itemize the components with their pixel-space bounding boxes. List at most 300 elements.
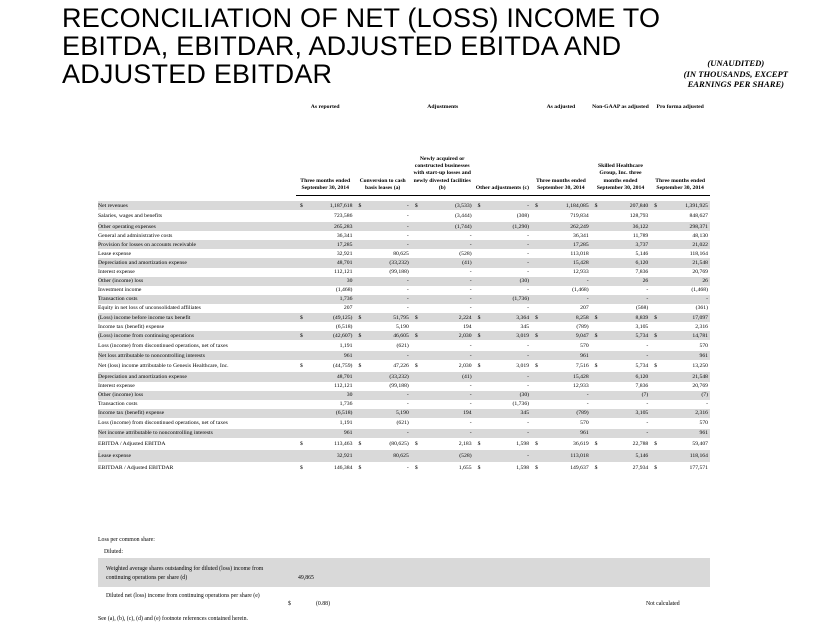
cell-value: 1,655 <box>458 464 472 471</box>
currency-symbol <box>411 249 421 258</box>
currency-symbol: $ <box>474 331 484 340</box>
table-row <box>98 222 710 231</box>
currency-symbol <box>531 210 541 222</box>
subtitle-line: (IN THOUSANDS, EXCEPT <box>683 68 788 79</box>
cell-value: 5,146 <box>635 250 649 257</box>
column-header-row <box>98 118 710 196</box>
cell-value: 1,187,618 <box>306 201 355 210</box>
cell-value: (6,518) <box>306 409 355 418</box>
cell-value: 1,184,085 <box>541 201 591 210</box>
cell-value: (528) <box>420 450 473 462</box>
currency-symbol <box>591 268 601 277</box>
currency-symbol <box>650 249 660 258</box>
table-row <box>98 438 710 450</box>
currency-symbol <box>531 382 541 391</box>
cell-value: (42,607) <box>306 331 355 340</box>
currency-symbol: $ <box>354 313 364 322</box>
currency-symbol <box>531 322 541 331</box>
group-non-gaap: Non-GAAP as adjusted <box>592 103 649 110</box>
cell-value: (49,125) <box>306 313 355 322</box>
table-row <box>98 295 710 304</box>
cell-value: 17,285 <box>541 240 591 249</box>
cell-value: 36,341 <box>336 232 353 239</box>
currency-symbol <box>591 372 601 381</box>
cell-value: 13,250 <box>692 363 708 370</box>
cell-value: 570 <box>699 342 708 349</box>
currency-symbol <box>531 268 541 277</box>
currency-symbol: $ <box>358 440 362 447</box>
cell-value: 59,407 <box>692 440 708 447</box>
currency-symbol <box>474 286 484 295</box>
currency-symbol <box>296 277 306 286</box>
currency-symbol: $ <box>411 331 421 340</box>
cell-value: - <box>527 232 530 239</box>
subtitle-line: EARNINGS PER SHARE) <box>687 79 785 89</box>
currency-symbol <box>354 429 364 438</box>
cell-value: 2,316 <box>660 409 710 418</box>
table-row <box>98 304 710 313</box>
currency-symbol <box>474 400 484 409</box>
cell-value: 1,191 <box>339 342 353 349</box>
row-label: (Loss) income from continuing operations <box>98 331 296 340</box>
currency-symbol <box>650 391 660 400</box>
cell-value: 146,384 <box>333 464 353 471</box>
cell-value: - <box>364 391 411 400</box>
currency-symbol <box>474 351 484 360</box>
currency-symbol <box>474 210 484 222</box>
table-row <box>98 286 710 295</box>
group-adjustments: Adjustments <box>427 103 459 110</box>
currency-symbol <box>650 322 660 331</box>
cell-value: (7) <box>600 391 650 400</box>
currency-symbol: $ <box>591 313 601 322</box>
cell-value: - <box>483 372 531 381</box>
currency-symbol <box>354 231 364 240</box>
cell-value: 2,183 <box>458 440 472 447</box>
cell-value: - <box>406 464 409 471</box>
currency-symbol <box>411 231 421 240</box>
currency-symbol <box>354 340 364 351</box>
row-label: General and administrative costs <box>98 232 173 239</box>
row-label: Net (loss) income attributable to Genesis Healthcare, Inc. <box>98 363 229 370</box>
cell-value: 3,737 <box>600 240 650 249</box>
currency-symbol <box>411 240 421 249</box>
cell-value: 113,018 <box>541 450 591 462</box>
currency-symbol <box>474 295 484 304</box>
cell-value: - <box>364 429 411 438</box>
currency-symbol <box>296 351 306 360</box>
cell-value: - <box>483 351 531 360</box>
cell-value: 1,598 <box>516 464 530 471</box>
currency-symbol: $ <box>535 464 538 471</box>
currency-symbol: $ <box>650 313 660 322</box>
cell-value: - <box>364 201 411 210</box>
currency-symbol: $ <box>594 440 598 447</box>
currency-symbol <box>531 231 541 240</box>
group-header-row <box>98 96 710 118</box>
reconciliation-table <box>98 96 710 474</box>
currency-symbol: $ <box>414 464 418 471</box>
currency-symbol <box>354 382 364 391</box>
table-row <box>98 331 710 340</box>
currency-symbol <box>296 240 306 249</box>
currency-symbol: $ <box>654 440 658 447</box>
cell-value: - <box>469 420 472 427</box>
currency-symbol <box>650 240 660 249</box>
cell-value: - <box>364 295 411 304</box>
table-row <box>98 201 710 210</box>
cell-value: 3,019 <box>516 363 530 370</box>
cell-value: - <box>527 250 530 257</box>
currency-symbol: $ <box>299 363 303 370</box>
currency-symbol <box>591 429 601 438</box>
cell-value: - <box>469 383 472 390</box>
cell-value: 570 <box>580 420 589 427</box>
cell-value: - <box>646 342 649 349</box>
currency-symbol <box>650 409 660 418</box>
cell-value: - <box>600 351 650 360</box>
currency-symbol: $ <box>654 363 658 370</box>
cell-value: - <box>406 213 409 220</box>
cell-value: (99,188) <box>389 383 409 390</box>
currency-symbol <box>296 429 306 438</box>
currency-symbol <box>474 231 484 240</box>
cell-value: 21,022 <box>660 240 710 249</box>
currency-symbol: $ <box>531 331 541 340</box>
cell-value: 2,316 <box>695 323 708 330</box>
cell-value: 113,018 <box>570 250 589 257</box>
cell-value: 961 <box>306 429 355 438</box>
row-label: Lease expense <box>98 250 132 257</box>
cell-value: 8,258 <box>541 313 591 322</box>
currency-symbol <box>591 382 601 391</box>
cell-value: (41) <box>420 258 473 267</box>
cell-value: 194 <box>420 409 473 418</box>
currency-symbol <box>650 295 660 304</box>
cell-value: 5,190 <box>396 323 409 330</box>
cell-value: - <box>541 277 591 286</box>
currency-symbol <box>474 268 484 277</box>
currency-symbol <box>474 418 484 429</box>
cell-value: (3,444) <box>455 213 472 220</box>
subtitle-line: (UNAUDITED) <box>707 58 765 68</box>
cell-value: 36,122 <box>600 222 650 231</box>
cell-value: 36,341 <box>573 232 589 239</box>
table-row <box>98 351 710 360</box>
cell-value: (7) <box>660 391 710 400</box>
currency-symbol: $ <box>358 464 362 471</box>
row-label: Transaction costs <box>98 401 138 408</box>
currency-symbol: $ <box>299 440 303 447</box>
cell-value: 128,793 <box>629 213 649 220</box>
row-label: Other (income) loss <box>98 391 296 400</box>
cell-value: (789) <box>576 323 589 330</box>
cell-value: - <box>483 450 531 462</box>
currency-symbol: $ <box>591 201 601 210</box>
currency-symbol <box>411 340 421 351</box>
cell-value: 3,019 <box>483 331 531 340</box>
currency-symbol <box>354 322 364 331</box>
cell-value: 21,548 <box>660 372 710 381</box>
cell-value: 207 <box>580 305 589 312</box>
cell-value: 177,571 <box>689 464 708 471</box>
cell-value: (621) <box>396 420 409 427</box>
cell-value: - <box>646 420 649 427</box>
currency-symbol: $ <box>474 313 484 322</box>
table-row <box>98 249 710 258</box>
currency-symbol <box>650 429 660 438</box>
cell-value: (30) <box>483 277 531 286</box>
cell-value: 298,371 <box>660 222 710 231</box>
cell-value: 207 <box>343 305 353 312</box>
cell-value: - <box>600 295 650 304</box>
cell-value: (361) <box>695 305 708 312</box>
currency-symbol <box>531 240 541 249</box>
cell-value: 345 <box>520 323 530 330</box>
currency-symbol: $ <box>288 601 291 607</box>
cell-value: 265,283 <box>306 222 355 231</box>
cell-value: 14,781 <box>660 331 710 340</box>
table-row <box>98 268 710 277</box>
cell-value: 32,921 <box>336 250 353 257</box>
currency-symbol <box>474 258 484 267</box>
table-footer <box>98 530 710 625</box>
currency-symbol: $ <box>594 464 598 471</box>
currency-symbol <box>296 210 306 222</box>
currency-symbol: $ <box>296 331 306 340</box>
currency-symbol <box>531 450 541 462</box>
currency-symbol <box>354 249 364 258</box>
currency-symbol <box>474 249 484 258</box>
cell-value: (6,518) <box>335 323 353 330</box>
table-row <box>98 340 710 351</box>
diluted-eps-label: Diluted net (loss) income from continuing operations per share (e) <box>106 593 260 599</box>
currency-symbol <box>296 409 306 418</box>
cell-value: 1,191 <box>339 420 353 427</box>
cell-value: 723,586 <box>333 213 353 220</box>
row-label: Depreciation and amortization expense <box>98 258 296 267</box>
currency-symbol: $ <box>354 331 364 340</box>
currency-symbol <box>411 409 421 418</box>
currency-symbol: $ <box>535 363 538 370</box>
diluted-label: Diluted: <box>104 549 123 555</box>
currency-symbol <box>474 240 484 249</box>
row-label: EBITDA / Adjusted EBITDA <box>98 440 166 447</box>
cell-value: 12,933 <box>573 383 589 390</box>
cell-value: 17,285 <box>306 240 355 249</box>
currency-symbol <box>474 304 484 313</box>
cell-value: 5,734 <box>600 331 650 340</box>
currency-symbol <box>650 450 660 462</box>
cell-value: - <box>469 269 472 276</box>
cell-value: - <box>706 401 708 408</box>
cell-value: - <box>527 383 530 390</box>
currency-symbol <box>354 286 364 295</box>
cell-value: - <box>420 277 473 286</box>
footnote: See (a), (b), (c), (d) and (e) footnote references contained herein. <box>98 616 248 622</box>
currency-symbol: $ <box>650 331 660 340</box>
cell-value: - <box>646 287 649 294</box>
cell-value: 30 <box>306 277 355 286</box>
currency-symbol <box>650 340 660 351</box>
cell-value: - <box>469 232 472 239</box>
group-pro-forma: Pro forma adjusted <box>656 103 704 110</box>
row-label: Other operating expenses <box>98 222 296 231</box>
currency-symbol <box>650 351 660 360</box>
cell-value: - <box>406 401 409 408</box>
currency-symbol <box>411 391 421 400</box>
cell-value: 36,619 <box>573 440 589 447</box>
group-as-reported: As reported <box>310 103 340 110</box>
currency-symbol <box>591 295 601 304</box>
currency-symbol <box>354 391 364 400</box>
currency-symbol <box>296 258 306 267</box>
cell-value: 26 <box>660 277 710 286</box>
cell-value: (621) <box>396 342 409 349</box>
currency-symbol <box>591 286 601 295</box>
currency-symbol <box>591 340 601 351</box>
column-header: Three months ended September 30, 2014 <box>296 118 355 196</box>
currency-symbol: $ <box>535 440 538 447</box>
currency-symbol <box>296 231 306 240</box>
currency-symbol: $ <box>477 440 481 447</box>
row-label: Loss (income) from discontinued operations, net of taxes <box>98 420 228 427</box>
cell-value: (528) <box>459 250 472 257</box>
currency-symbol <box>296 249 306 258</box>
cell-value: 12,933 <box>573 269 589 276</box>
currency-symbol <box>650 258 660 267</box>
currency-symbol <box>354 268 364 277</box>
table-row <box>98 240 710 249</box>
cell-value: (80,625) <box>389 440 409 447</box>
currency-symbol <box>650 382 660 391</box>
cell-value: 118,164 <box>689 250 708 257</box>
cell-value: (1,290) <box>483 222 531 231</box>
page-subtitle <box>684 58 788 90</box>
cell-value: - <box>483 240 531 249</box>
currency-symbol <box>591 450 601 462</box>
currency-symbol <box>296 340 306 351</box>
currency-symbol <box>296 418 306 429</box>
cell-value: 1,736 <box>306 295 355 304</box>
currency-symbol <box>531 304 541 313</box>
cell-value: 30 <box>306 391 355 400</box>
cell-value: - <box>420 240 473 249</box>
currency-symbol <box>296 400 306 409</box>
cell-value: 262,249 <box>541 222 591 231</box>
currency-symbol <box>354 372 364 381</box>
currency-symbol <box>296 391 306 400</box>
currency-symbol <box>411 429 421 438</box>
currency-symbol <box>296 322 306 331</box>
currency-symbol <box>296 450 306 462</box>
table-row <box>98 372 710 381</box>
currency-symbol <box>591 277 601 286</box>
currency-symbol <box>354 400 364 409</box>
currency-symbol <box>411 372 421 381</box>
row-label: Lease expense <box>98 450 296 462</box>
table-row <box>98 210 710 222</box>
currency-symbol <box>591 400 601 409</box>
currency-symbol <box>354 351 364 360</box>
cell-value: 6,120 <box>600 372 650 381</box>
currency-symbol <box>591 249 601 258</box>
currency-symbol <box>531 249 541 258</box>
cell-value: (30) <box>483 391 531 400</box>
currency-symbol: $ <box>299 464 303 471</box>
cell-value: 51,795 <box>364 313 411 322</box>
cell-value: 48,701 <box>306 372 355 381</box>
cell-value: 2,030 <box>420 331 473 340</box>
cell-value: 5,734 <box>635 363 649 370</box>
currency-symbol <box>531 351 541 360</box>
currency-symbol <box>531 409 541 418</box>
currency-symbol <box>411 450 421 462</box>
currency-symbol <box>474 450 484 462</box>
cell-value: 17,097 <box>660 313 710 322</box>
table-row <box>98 360 710 372</box>
currency-symbol: $ <box>358 363 362 370</box>
cell-value: - <box>469 342 472 349</box>
diluted-eps-value: (0.88) <box>316 601 331 607</box>
cell-value: - <box>660 295 710 304</box>
cell-value: 7,836 <box>635 269 649 276</box>
currency-symbol <box>354 240 364 249</box>
cell-value: 3,105 <box>635 323 649 330</box>
currency-symbol <box>354 277 364 286</box>
group-as-adjusted: As adjusted <box>546 103 576 110</box>
currency-symbol <box>591 258 601 267</box>
currency-symbol <box>296 372 306 381</box>
currency-symbol: $ <box>591 331 601 340</box>
row-label: Transaction costs <box>98 295 296 304</box>
currency-symbol: $ <box>477 363 481 370</box>
cell-value: - <box>541 295 591 304</box>
currency-symbol <box>411 400 421 409</box>
cell-value: 32,921 <box>306 450 355 462</box>
table-row <box>98 409 710 418</box>
column-header: Newly acquired or constructed businesses with start-up losses and newly divested facilities (b) <box>411 118 474 196</box>
cell-value: - <box>483 258 531 267</box>
cell-value: 20,769 <box>692 269 708 276</box>
currency-symbol: $ <box>354 201 364 210</box>
cell-value: 112,121 <box>334 269 353 276</box>
loss-per-share-label: Loss per common share: <box>98 537 155 543</box>
cell-value: - <box>406 232 409 239</box>
currency-symbol <box>354 409 364 418</box>
currency-symbol <box>591 222 601 231</box>
weighted-shares-label: Weighted average shares outstanding for diluted (loss) income from continuing operations per share (d) <box>106 566 264 581</box>
cell-value: 961 <box>660 429 710 438</box>
cell-value: - <box>469 401 472 408</box>
table-row <box>98 277 710 286</box>
currency-symbol: $ <box>654 464 658 471</box>
cell-value: (308) <box>516 213 530 220</box>
cell-value: 1,736 <box>339 401 353 408</box>
cell-value: 3,364 <box>483 313 531 322</box>
cell-value: (568) <box>635 305 649 312</box>
currency-symbol <box>474 409 484 418</box>
cell-value: (33,232) <box>364 258 411 267</box>
cell-value: - <box>527 269 530 276</box>
currency-symbol <box>354 258 364 267</box>
cell-value: - <box>364 277 411 286</box>
currency-symbol <box>591 418 601 429</box>
currency-symbol <box>650 210 660 222</box>
currency-symbol <box>650 231 660 240</box>
cell-value: - <box>420 429 473 438</box>
currency-symbol <box>591 351 601 360</box>
